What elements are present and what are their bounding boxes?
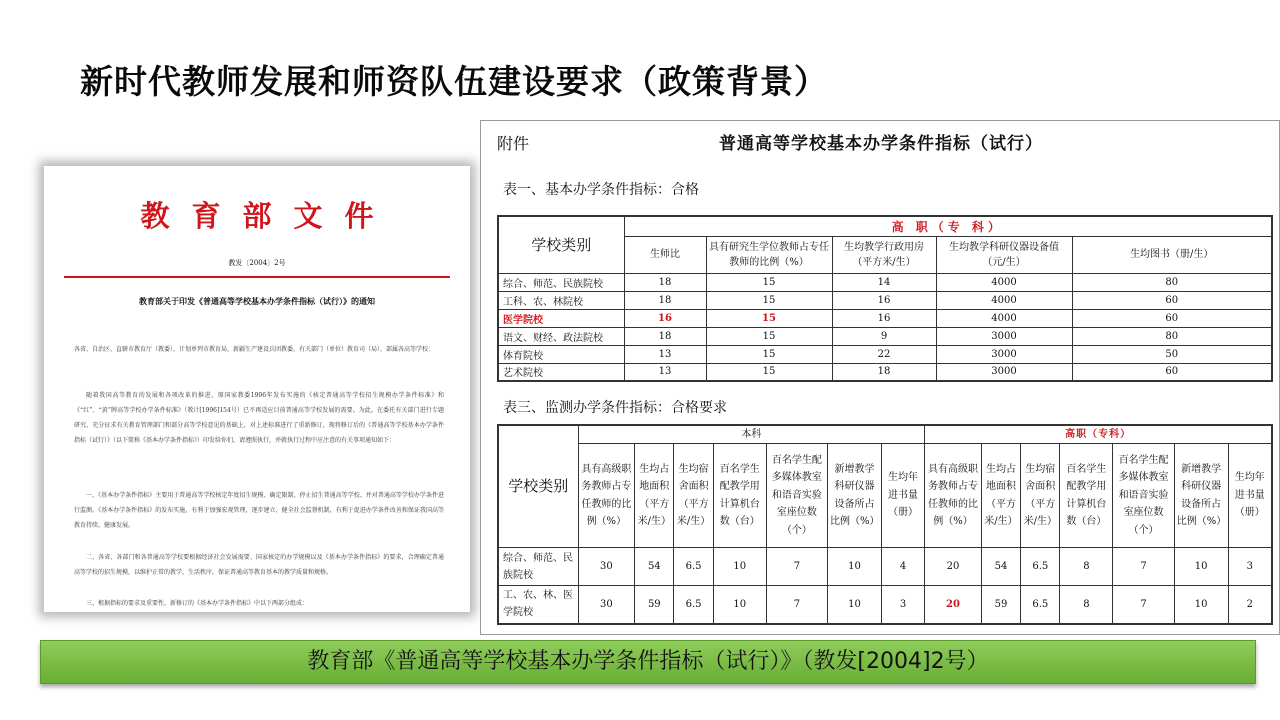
table-header-category: 学校类别 — [498, 425, 578, 548]
row-label: 艺术院校 — [498, 363, 624, 381]
row-label: 工科、农、林院校 — [498, 291, 624, 309]
table-cell: 60 — [1072, 291, 1272, 309]
table-cell: 6.5 — [674, 548, 713, 586]
table-group-header-undergrad: 本科 — [578, 425, 925, 444]
row-label: 综合、师范、民族院校 — [498, 548, 578, 586]
table-cell: 10 — [713, 548, 766, 586]
row-label: 体育院校 — [498, 345, 624, 363]
table-cell: 15 — [706, 363, 832, 381]
table-cell: 15 — [706, 309, 832, 327]
table-cell: 54 — [981, 548, 1020, 586]
basic-conditions-table — [497, 215, 1273, 382]
attachment-label: 附件 — [497, 134, 530, 153]
table-cell: 16 — [624, 309, 706, 327]
table-cell: 3000 — [936, 345, 1072, 363]
table-cell: 3 — [881, 586, 924, 624]
column-header: 具有高级职务教师占专任教师的比例（%） — [925, 444, 982, 548]
table-cell: 7 — [1113, 586, 1174, 624]
document-number: 教发〔2004〕2号 — [228, 259, 286, 267]
column-header: 生均宿舍面积（平方米/生） — [1021, 444, 1060, 548]
table-cell: 14 — [832, 273, 936, 291]
table-cell: 4 — [881, 548, 924, 586]
column-header: 新增教学科研仪器设备所占比例（%） — [828, 444, 882, 548]
table-cell: 9 — [832, 327, 936, 345]
table-cell: 59 — [635, 586, 674, 624]
table-cell: 10 — [828, 548, 882, 586]
table-cell: 54 — [635, 548, 674, 586]
table-cell: 10 — [828, 586, 882, 624]
table-cell: 4000 — [936, 309, 1072, 327]
row-label: 综合、师范、民族院校 — [498, 273, 624, 291]
notice-title: 教育部关于印发《普通高等学校基本办学条件指标（试行）》的通知 — [139, 296, 375, 306]
column-header: 生均教学行政用房（平方米/生） — [832, 236, 936, 273]
table-cell: 80 — [1072, 327, 1272, 345]
row-label: 工、农、林、医学院校 — [498, 586, 578, 624]
column-header: 生均占地面积（平方米/生） — [635, 444, 674, 548]
table-cell: 2 — [1228, 586, 1272, 624]
table-cell: 13 — [624, 363, 706, 381]
table-header-category: 学校类别 — [498, 216, 624, 273]
table-cell: 7 — [766, 586, 827, 624]
notice-paragraph: 三、根据指标的要求及重要性，新修订的《基本办学条件指标》中以下两部分组成： — [86, 600, 309, 607]
table-cell: 13 — [624, 345, 706, 363]
table-cell: 60 — [1072, 363, 1272, 381]
table-cell: 16 — [832, 291, 936, 309]
table-cell: 22 — [832, 345, 936, 363]
notice-paragraph: 各省、自治区、直辖市教育厅（教委），计划单列市教育局，新疆生产建设兵团教委，有关部门（单位）教育司（局），部属各高等学校： — [74, 346, 435, 353]
table-cell: 10 — [713, 586, 766, 624]
table-cell: 3000 — [936, 363, 1072, 381]
table-cell: 50 — [1072, 345, 1272, 363]
table-row — [498, 345, 1272, 363]
notice-paragraph: 二、各省、各部门和各普通高等学校要根据经济社会发展需要、国家核定的办学规模以及《基本办学条件指标》的要求，合理确定普通高等学校的招生规模，以维护正常的教学、生活秩序，保证普通高等教育基本的教学质量和规格。 — [74, 554, 444, 576]
table-cell: 18 — [624, 327, 706, 345]
column-header: 生均图书（册/生） — [1072, 236, 1272, 273]
table-cell: 7 — [1113, 548, 1174, 586]
column-header: 具有高级职务教师占专任教师的比例（%） — [578, 444, 635, 548]
column-header: 生均年进书量（册） — [881, 444, 924, 548]
table-cell: 8 — [1060, 548, 1113, 586]
moe-document-image — [44, 166, 470, 612]
table-cell: 20 — [925, 586, 982, 624]
section-title-table3: 表三、监测办学条件指标：合格要求 — [503, 400, 727, 416]
table-cell: 6.5 — [1021, 586, 1060, 624]
table-row — [498, 363, 1272, 381]
column-header: 生均教学科研仪器设备值（元/生） — [936, 236, 1072, 273]
table-cell: 8 — [1060, 586, 1113, 624]
table-cell: 20 — [925, 548, 982, 586]
monitoring-conditions-table — [497, 424, 1273, 625]
column-header: 新增教学科研仪器设备所占比例（%） — [1174, 444, 1228, 548]
table-cell: 18 — [624, 291, 706, 309]
table-cell: 59 — [981, 586, 1020, 624]
table-group-header: 高 职（专 科） — [624, 216, 1272, 236]
notice-paragraph: 一、《基本办学条件指标》主要用于普通高等学校核定年度招生规模、确定限制、停止招生普通高等学校、并对普通高等学校办学条件进行监测。《基本办学条件指标》的发布实施，有利于加强宏观管理，逐步建立、健全社会监督机制，有利于促进办学条件改善和保证我国高等教育持续、健康发展。 — [74, 492, 444, 529]
table-cell: 6.5 — [674, 586, 713, 624]
column-header: 百名学生配教学用计算机台数（台） — [713, 444, 766, 548]
table-row — [498, 327, 1272, 345]
red-divider-line — [64, 276, 450, 278]
source-caption-banner: 教育部《普通高等学校基本办学条件指标（试行）》（教发[2004]2号） — [40, 640, 1256, 684]
table-cell: 18 — [624, 273, 706, 291]
row-label: 语文、财经、政法院校 — [498, 327, 624, 345]
document-issuer-header: 教育部文件 — [140, 199, 396, 233]
notice-paragraph: 随着我国高等教育的发展和各项改革的推进，原国家教委1996年发布实施的《核定普通高等学校招生规模办学条件标准》和《“红”、“黄”牌高等学校办学条件标准》（教计[1996]154号）已不再适应目前普通高等学校发展的需要。为此，在委托有关部门进行专题研究、充分征求有关教育管理部门和部分高等学校意见的基础上，对上述标准进行了重新修订，现将修订后的《普通高等学校基本办学条件指标（试行）》（以下简称《基本办学条件指标》）印发给你们，请遵照执行，并就执行过程中应注意的有关事项通知如下： — [74, 392, 444, 444]
slide-title: 新时代教师发展和师资队伍建设要求（政策背景） — [80, 62, 828, 101]
column-header: 百名学生配多媒体教室和语音实验室座位数（个） — [1113, 444, 1174, 548]
table-cell: 30 — [578, 586, 635, 624]
table-cell: 80 — [1072, 273, 1272, 291]
table-cell: 3 — [1228, 548, 1272, 586]
table-row — [498, 548, 1272, 586]
table-cell: 15 — [706, 345, 832, 363]
column-header: 百名学生配教学用计算机台数（台） — [1060, 444, 1113, 548]
table-cell: 4000 — [936, 273, 1072, 291]
table-cell: 10 — [1174, 586, 1228, 624]
table-cell: 6.5 — [1021, 548, 1060, 586]
table-cell: 3000 — [936, 327, 1072, 345]
column-header: 生均年进书量（册） — [1228, 444, 1272, 548]
table-cell: 16 — [832, 309, 936, 327]
table-cell: 4000 — [936, 291, 1072, 309]
table-cell: 30 — [578, 548, 635, 586]
table-row — [498, 291, 1272, 309]
document-heading: 普通高等学校基本办学条件指标（试行） — [719, 134, 1043, 154]
table-row-highlighted — [498, 309, 1272, 327]
column-header: 生均占地面积（平方米/生） — [981, 444, 1020, 548]
row-label: 医学院校 — [498, 309, 624, 327]
table-cell: 60 — [1072, 309, 1272, 327]
indicators-document — [480, 120, 1280, 635]
table-row — [498, 273, 1272, 291]
table-cell: 15 — [706, 291, 832, 309]
table-cell: 15 — [706, 273, 832, 291]
column-header: 百名学生配多媒体教室和语音实验室座位数（个） — [766, 444, 827, 548]
table-row — [498, 586, 1272, 624]
table-cell: 7 — [766, 548, 827, 586]
column-header: 生均宿舍面积（平方米/生） — [674, 444, 713, 548]
column-header: 生师比 — [624, 236, 706, 273]
table-cell: 10 — [1174, 548, 1228, 586]
table-cell: 18 — [832, 363, 936, 381]
section-title-table1: 表一、基本办学条件指标：合格 — [503, 182, 699, 198]
table-cell: 15 — [706, 327, 832, 345]
table-group-header-vocational: 高职（专科） — [925, 425, 1272, 444]
column-header: 具有研究生学位教师占专任教师的比例（%） — [706, 236, 832, 273]
